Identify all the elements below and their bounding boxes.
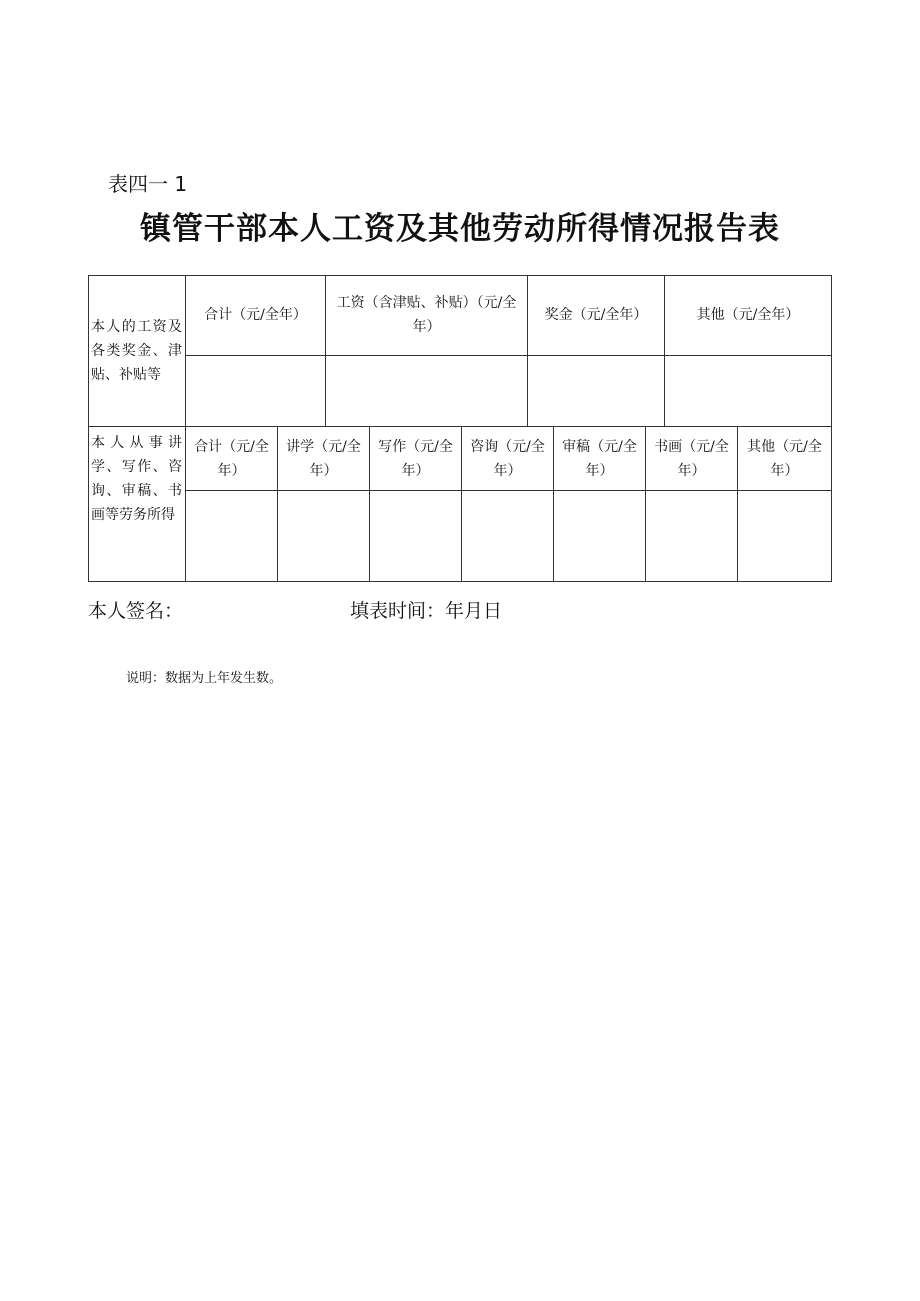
table-number: 表四一 1 xyxy=(108,172,188,196)
section2-col-other: 其他（元/全年） xyxy=(738,427,832,491)
section1-input-total[interactable] xyxy=(186,356,326,427)
section2-col-consulting: 咨询（元/全年） xyxy=(462,427,554,491)
section1-col-salary: 工资（含津贴、补贴）（元/全年） xyxy=(326,275,528,356)
section2-col-review: 审稿（元/全年） xyxy=(554,427,646,491)
section1-col-total: 合计（元/全年） xyxy=(186,275,326,356)
section2-col-lecture: 讲学（元/全年） xyxy=(278,427,370,491)
note-text: 说明：数据为上年发生数。 xyxy=(126,671,283,686)
section2-input-consulting[interactable] xyxy=(462,491,554,582)
report-table xyxy=(88,275,832,582)
section1-input-salary[interactable] xyxy=(326,356,528,427)
section2-label: 本人从事讲学、写作、咨询、审稿、书画等劳务所得 xyxy=(88,427,186,582)
section2-input-painting[interactable] xyxy=(646,491,738,582)
section1-col-bonus: 奖金（元/全年） xyxy=(528,275,665,356)
section1-label: 本人的工资及各类奖金、津贴、补贴等 xyxy=(88,275,186,427)
section2-input-other[interactable] xyxy=(738,491,832,582)
page-title: 镇管干部本人工资及其他劳动所得情况报告表 xyxy=(140,211,780,247)
section2-input-review[interactable] xyxy=(554,491,646,582)
section1-input-other[interactable] xyxy=(665,356,832,427)
section1-input-bonus[interactable] xyxy=(528,356,665,427)
section2-col-painting: 书画（元/全年） xyxy=(646,427,738,491)
signature-label: 本人签名： xyxy=(88,600,184,622)
fill-date-label: 填表时间：年月日 xyxy=(350,600,503,622)
section2-input-total[interactable] xyxy=(186,491,278,582)
section1-col-other: 其他（元/全年） xyxy=(665,275,832,356)
section2-input-lecture[interactable] xyxy=(278,491,370,582)
section2-input-writing[interactable] xyxy=(370,491,462,582)
section2-col-total: 合计（元/全年） xyxy=(186,427,278,491)
section2-col-writing: 写作（元/全年） xyxy=(370,427,462,491)
